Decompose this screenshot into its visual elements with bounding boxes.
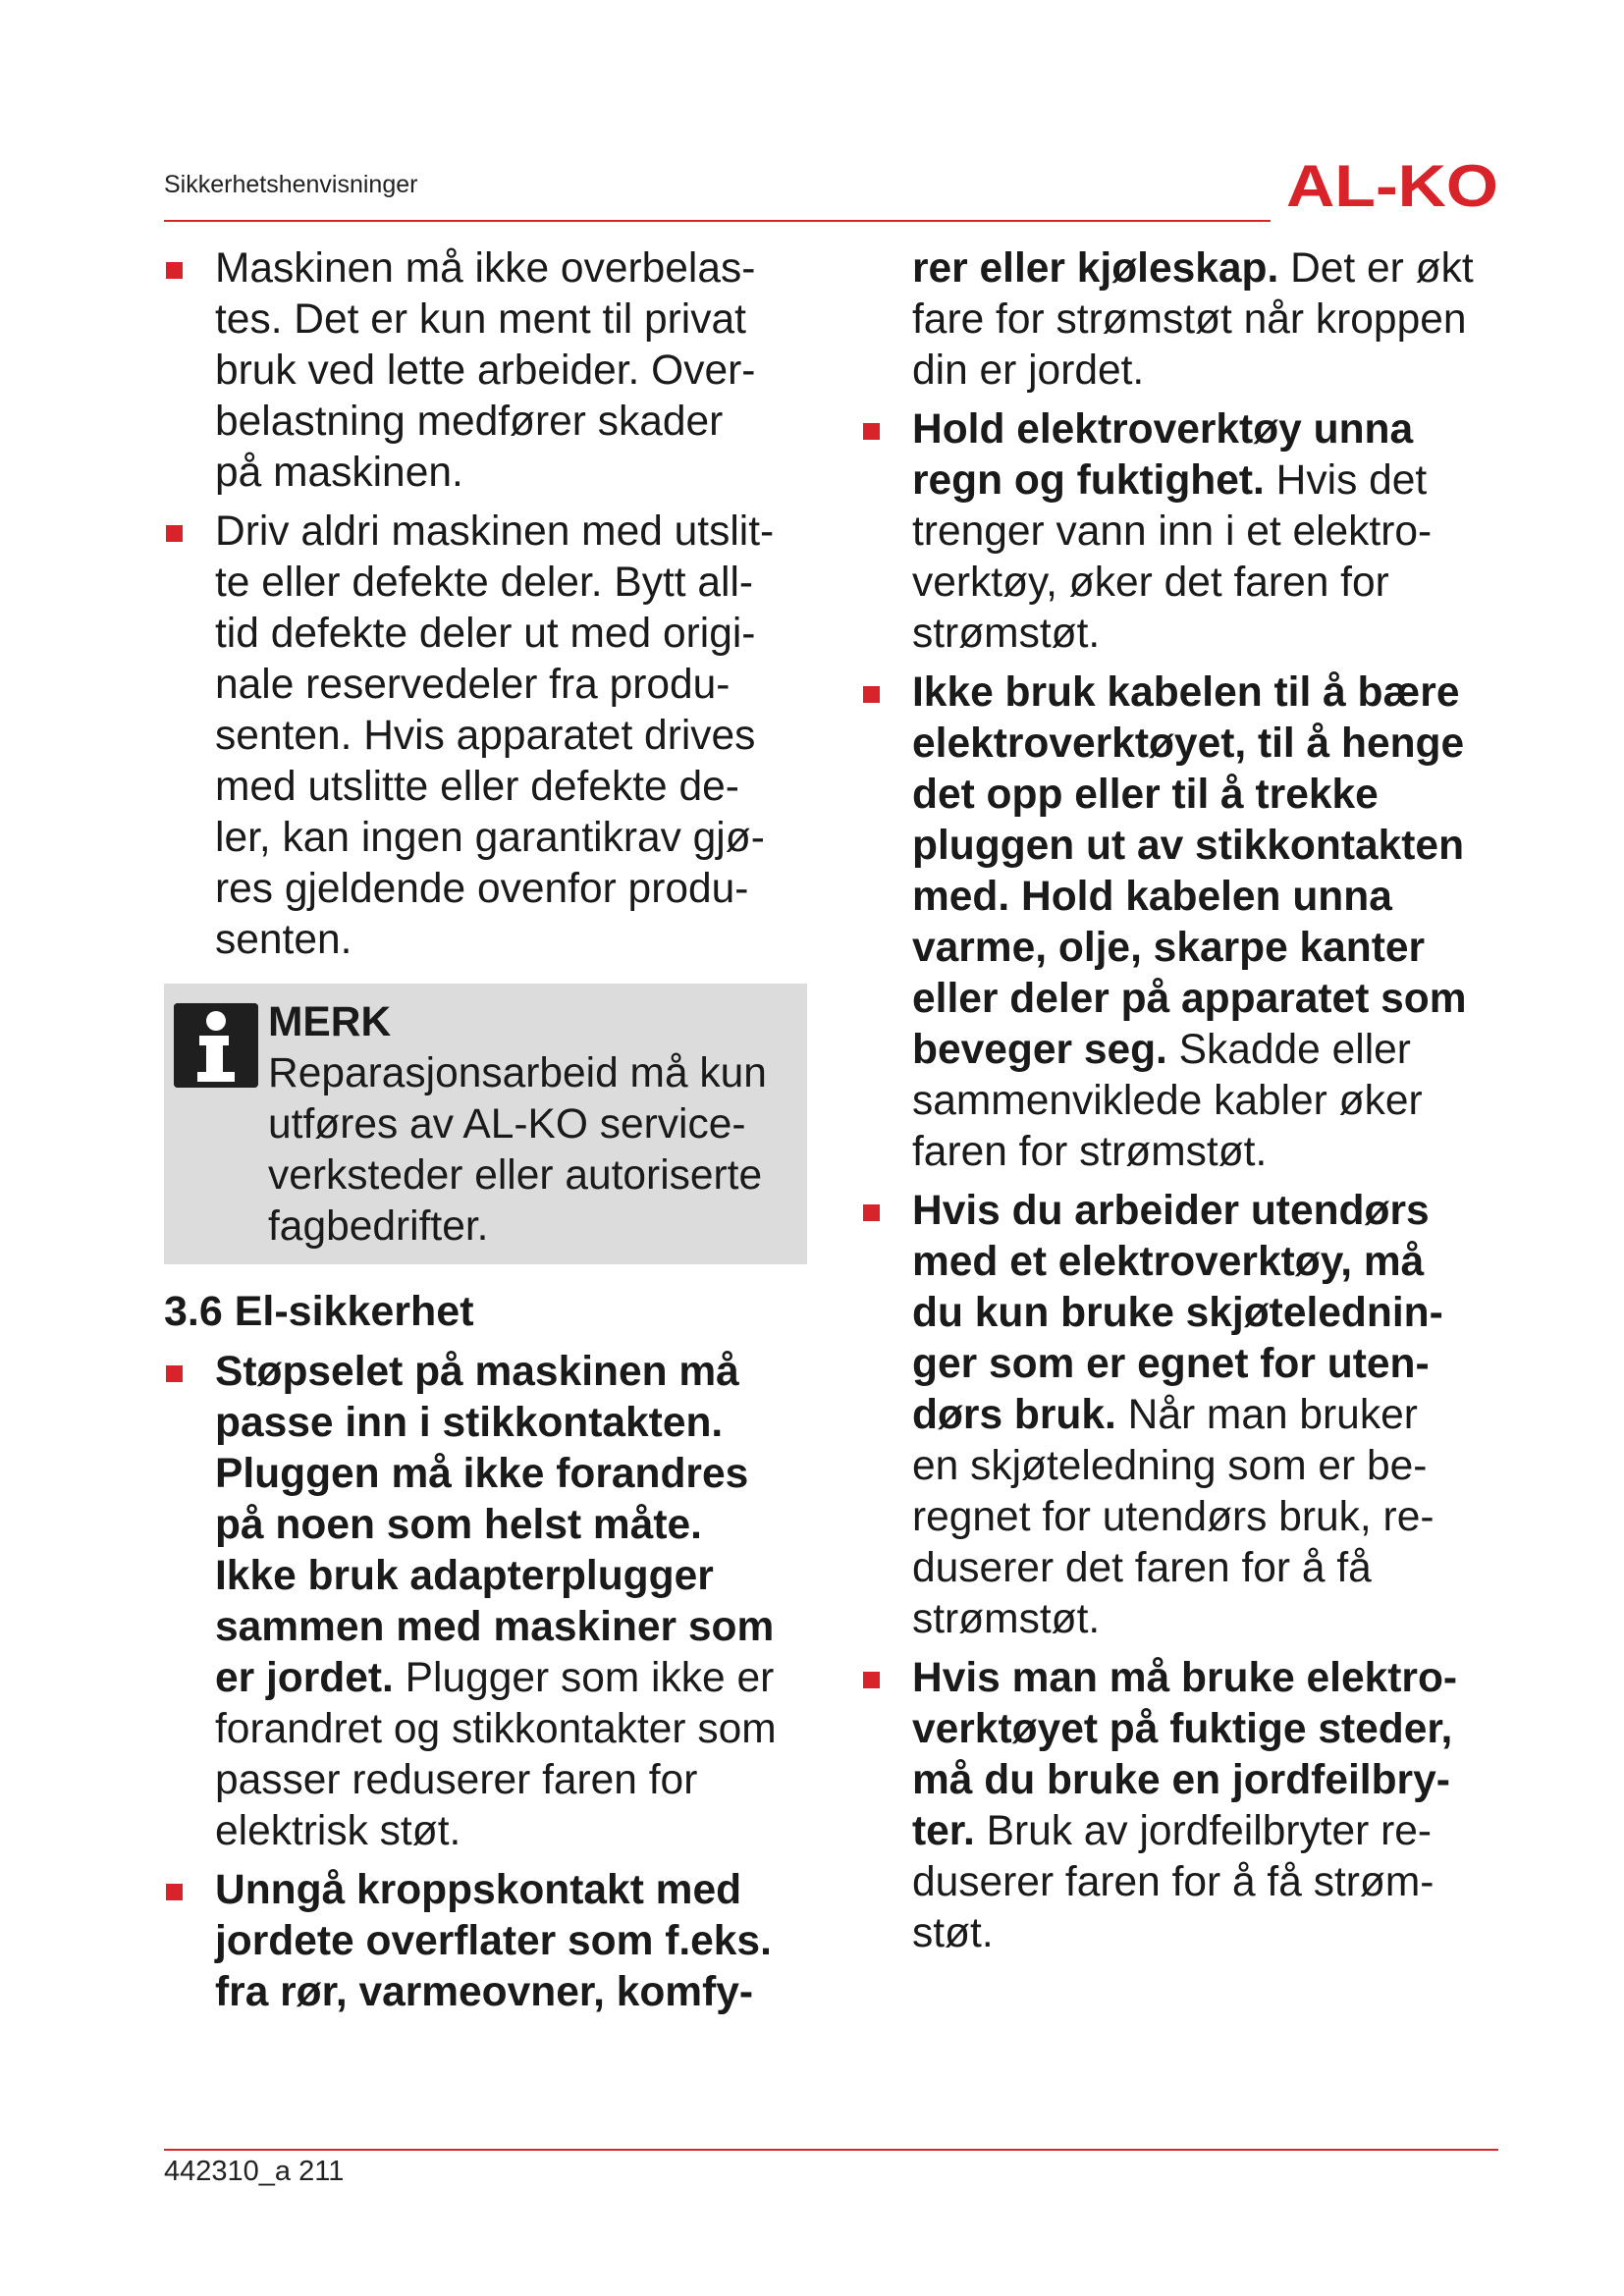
list-item <box>164 1347 817 1857</box>
list-item <box>164 1865 817 2018</box>
list-item <box>164 507 817 966</box>
bullet-icon <box>166 525 183 542</box>
list-item <box>164 243 817 499</box>
list-item-continuation <box>861 243 1514 397</box>
right-column <box>861 243 1514 1967</box>
item-text: Hold elektroverktøy unna regn og fuktighet. Hvis det trenger vann inn i et elektro- verktøy, øker det faren for strømstøt. <box>912 406 1433 657</box>
item-text: Hvis du arbeider utendørs med et elektroverktøy, må du kun bruke skjøtelednin- ger som er egnet for uten- dørs bruk. Når man bruker en skjøteledning som er be- regnet for utendørs bruk, re- duserer det faren for å få strømstøt. <box>912 1188 1443 1642</box>
item-text: Unngå kroppskontakt med jordete overflater som f.eks. fra rør, varmeovner, komfy- <box>215 1867 772 2015</box>
bullet-icon <box>863 686 880 703</box>
bullet-icon <box>166 262 183 279</box>
item-text: Maskinen må ikke overbelas- tes. Det er kun ment til privat bruk ved lette arbeider. Over- belastning medfører skader på maskinen. <box>215 245 756 496</box>
info-icon <box>174 1003 258 1088</box>
bullet-icon <box>863 423 880 440</box>
notice-box <box>164 984 807 1264</box>
list-item <box>861 667 1514 1178</box>
notice-title: MERK <box>268 999 392 1045</box>
list-item <box>861 404 1514 660</box>
notice-text-line: fagbedrifter. <box>268 1203 489 1250</box>
footer-doc-number: 442310_a 211 <box>164 2156 345 2187</box>
al-ko-logo <box>1286 155 1498 214</box>
item-text: Støpselet på maskinen må passe inn i stikkontakten. Pluggen må ikke forandres på noen som helst måte. Ikke bruk adapterplugger sammen med maskiner som er jordet. Plugger som ikke er forandret og stikkontakter som passer reduserer faren for elektrisk støt. <box>215 1349 777 1854</box>
footer-divider <box>164 2149 1498 2151</box>
notice-text-line: utføres av AL-KO service- <box>268 1101 746 1148</box>
item-text: Hvis man må bruke elektro- verktøyet på fuktige steder, må du bruke en jordfeilbry- ter. Bruk av jordfeilbryter re- duserer faren for å få strøm- støt. <box>912 1655 1458 1956</box>
bullet-icon <box>166 1365 183 1382</box>
bullet-icon <box>166 1884 183 1900</box>
bullet-icon <box>863 1672 880 1688</box>
header-divider <box>164 220 1271 222</box>
bullet-icon <box>863 1204 880 1221</box>
list-item <box>861 1186 1514 1645</box>
svg-text:AL-KO: AL-KO <box>1286 155 1498 214</box>
notice-text-line: Reparasjonsarbeid må kun <box>268 1050 767 1096</box>
section-heading: 3.6 El-sikkerhet <box>164 1288 474 1335</box>
item-text: Ikke bruk kabelen til å bære elektroverktøyet, til å henge det opp eller til å trekke pluggen ut av stikkontakten med. Hold kabelen unna varme, olje, skarpe kanter eller deler på apparatet som beveger seg. Skadde eller sammenviklede kabler øker faren for strømstøt. <box>912 669 1467 1175</box>
page-header-title: Sikkerhetshenvisninger <box>164 171 418 198</box>
list-item <box>861 1653 1514 1959</box>
left-column <box>164 243 817 2026</box>
item-text: rer eller kjøleskap. Det er økt fare for strømstøt når kroppen din er jordet. <box>912 245 1474 394</box>
notice-text-line: verksteder eller autoriserte <box>268 1152 763 1199</box>
item-text: Driv aldri maskinen med utslit- te eller defekte deler. Bytt all- tid defekte deler ut med origi- nale reservedeler fra produ- senten. Hvis apparatet drives med utslitte eller defekte de- ler, kan ingen garantikrav gjø- res gjeldende ovenfor produ- senten. <box>215 508 775 963</box>
